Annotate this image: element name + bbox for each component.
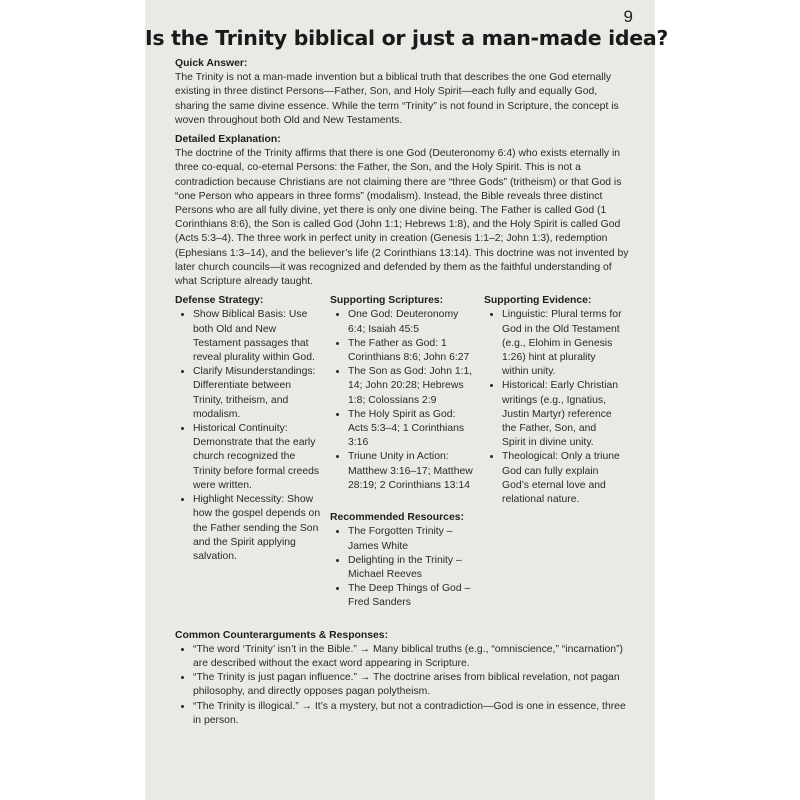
list-item: • Triune Unity in Action: Matthew 3:16–17; Matthew 28:19; 2 Corinthians 13:14 [348,450,484,493]
page-content [175,57,630,728]
list-item: • The Son as God: John 1:1, 14; John 20:28; Hebrews 1:8; Colossians 2:9 [348,365,484,408]
list-item: • “The Trinity is just pagan influence.” → The doctrine arises from biblical revelation, not pagan philosophy, and directly opposes pagan polytheism. [193,671,630,699]
supporting-evidence-column [484,294,630,610]
list-item: • “The word ‘Trinity’ isn’t in the Bible.” → Many biblical truths (e.g., “omniscience,” “incarnation”) are described without the exact word appearing in Scripture. [193,643,630,671]
recommended-resources-list [330,525,484,610]
supporting-evidence-heading: Supporting Evidence: [484,295,592,307]
counterarguments-section [175,629,630,728]
list-item: • One God: Deuteronomy 6:4; Isaiah 45:5 [348,308,484,336]
supporting-scriptures-column [330,294,484,610]
list-item: • The Deep Things of God – Fred Sanders [348,582,484,610]
supporting-scriptures-heading: Supporting Scriptures: [330,295,444,307]
detailed-explanation-heading: Detailed Explanation: [175,134,281,146]
list-item: • “The Trinity is illogical.” → It’s a mystery, but not a contradiction—God is one in essence, three in person. [193,700,630,728]
list-item: • Historical Continuity: Demonstrate that the early church recognized the Trinity before formal creeds were written. [193,422,330,493]
quick-answer-heading: Quick Answer: [175,58,248,69]
list-item: • Show Biblical Basis: Use both Old and New Testament passages that reveal plurality within God. [193,308,330,365]
list-item: • Highlight Necessity: Show how the gospel depends on the Father sending the Son and the Spirit applying salvation. [193,493,330,564]
counterarguments-list [175,643,630,728]
defense-strategy-column [175,294,330,610]
counterarguments-heading: Common Counterarguments & Responses: [175,629,389,641]
list-item: • The Forgotten Trinity – James White [348,525,484,553]
list-item: • Theological: Only a triune God can fully explain God’s eternal love and relational nature. [502,450,630,507]
three-column-section [175,294,630,610]
supporting-scriptures-list [330,308,484,493]
page-number: 9 [623,7,633,26]
list-item: • The Father as God: 1 Corinthians 8:6; John 6:27 [348,337,484,365]
defense-strategy-list [175,308,330,564]
document-page [145,0,668,800]
list-item: • Linguistic: Plural terms for God in the Old Testament (e.g., Elohim in Genesis 1:26) hint at plurality within unity. [502,308,630,379]
list-item: • Historical: Early Christian writings (e.g., Ignatius, Justin Martyr) reference the Father, Son, and Spirit in divine unity. [502,379,630,450]
list-item: • The Holy Spirit as God: Acts 5:3–4; 1 Corinthians 3:16 [348,408,484,451]
detailed-explanation-text: The doctrine of the Trinity affirms that there is one God (Deuteronomy 6:4) who exists eternally in three co-equal, co-eternal Persons: the Father, the Son, and the Holy Spirit. This is not a contradiction because Christians are not claiming there are “three Gods” (tritheism) or that God is “one Person who appears in three forms” (modalism). Instead, the Bible reveals three distinct Persons who are all fully divine, yet there is only one divine being. The Father is called God (1 Corinthians 8:6), the Son is called God (John 1:1; Hebrews 1:8), and the Holy Spirit is called God (Acts 5:3–4). The three work in perfect unity in creation (Genesis 1:1–2; John 1:3), redemption (Ephesians 1:3–14), and the believer’s life (2 Corinthians 13:14). This doctrine was not invented by later church councils—it was recognized and defended by them as the faithful understanding of what Scripture already taught. [175,148,629,288]
list-item: • Delighting in the Trinity – Michael Reeves [348,554,484,582]
recommended-resources-heading: Recommended Resources: [330,512,464,524]
supporting-evidence-list [484,308,630,507]
page-title: Is the Trinity biblical or just a man-made idea? [145,26,668,50]
defense-strategy-heading: Defense Strategy: [175,295,264,307]
list-item: • Clarify Misunderstandings: Differentiate between Trinity, tritheism, and modalism. [193,365,330,422]
quick-answer-text: The Trinity is not a man-made invention but a biblical truth that describes the one God eternally existing in three distinct Persons—Father, Son, and Holy Spirit—each fully and equally God, sharing the same divine essence. While the term “Trinity” is not found in Scripture, the concept is woven throughout both Old and New Testaments. [175,72,619,126]
recommended-resources-section [330,511,484,610]
